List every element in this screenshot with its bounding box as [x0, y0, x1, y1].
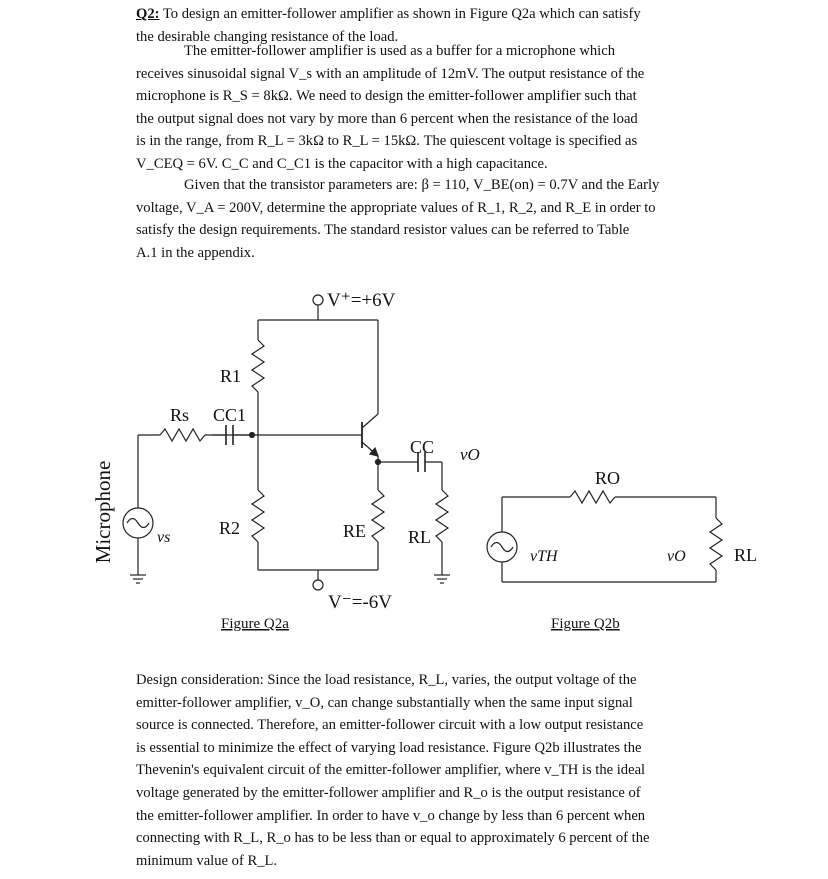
vplus-terminal [313, 295, 323, 305]
figure-q2b-caption: Figure Q2b [551, 616, 620, 632]
figure-q2a-wires [123, 295, 450, 590]
para1-line-4: the output signal does not vary by more than 6 percent when the resistance of the load [136, 110, 638, 127]
problem-line-2: the desirable changing resistance of the load. [136, 28, 399, 45]
microphone-label: Microphone [91, 460, 115, 564]
design-line-4: is essential to minimize the effect of varying load resistance. Figure Q2b illustrates the [136, 739, 642, 756]
para1-line-1: The emitter-follower amplifier is used as a buffer for a microphone which [184, 43, 616, 59]
vth-label: vTH [530, 548, 558, 565]
re-resistor [372, 490, 384, 542]
r1-resistor [252, 340, 264, 392]
rs-label: Rs [170, 405, 190, 425]
rl-resistor [436, 490, 448, 542]
ro-resistor [570, 491, 615, 503]
circuit-figures [0, 280, 828, 640]
para1-line-6: V_CEQ = 6V. C_C and C_C1 is the capacitor with a high capacitance. [136, 155, 548, 172]
para2-line-4: A.1 in the appendix. [136, 244, 255, 261]
vminus-terminal [313, 580, 323, 590]
design-line-3: source is connected. Therefore, an emitter-follower circuit with a low output resistance [136, 717, 644, 734]
ro-label: RO [595, 468, 621, 488]
design-line-5: Thevenin's equivalent circuit of the emitter-follower amplifier, where v_TH is the ideal [136, 762, 646, 779]
design-consideration [136, 669, 692, 872]
design-line-6: voltage generated by the emitter-follower amplifier and R_o is the output resistance of [136, 784, 641, 801]
para1-line-5: is in the range, from R_L = 3kΩ to R_L = 15kΩ. The quiescent voltage is specified as [136, 133, 638, 150]
re-label: RE [343, 521, 367, 541]
cc1-label: CC1 [213, 405, 247, 425]
rs-resistor [160, 429, 205, 441]
vminus-label: V⁻=-6V [328, 592, 393, 613]
rl-label: RL [408, 527, 432, 547]
design-line-8: connecting with R_L, R_o has to be less than or equal to approximately 6 percent of the [136, 830, 650, 847]
vo-b-label: vO [667, 548, 686, 565]
r2-label: R2 [219, 518, 241, 538]
design-line-9: minimum value of R_L. [136, 852, 278, 869]
paragraph-2 [136, 174, 692, 264]
design-line-1: Design consideration: Since the load resistance, R_L, varies, the output voltage of the [136, 672, 637, 688]
rl-load-resistor [710, 518, 722, 570]
vs-label: vs [157, 529, 171, 546]
figure-q2a-caption: Figure Q2a [221, 616, 289, 632]
para1-line-3: microphone is R_S = 8kΩ. We need to design the emitter-follower amplifier such that [136, 88, 637, 105]
para2-line-3: satisfy the design requirements. The standard resistor values can be referred to Table [136, 222, 630, 239]
para1-line-2: receives sinusoidal signal V_s with an amplitude of 12mV. The output resistance of the [136, 65, 645, 82]
r1-label: R1 [220, 366, 242, 386]
cc-label: CC [410, 437, 435, 457]
para2-line-2: voltage, V_A = 200V, determine the appropriate values of R_1, R_2, and R_E in order to [136, 199, 656, 216]
para2-line-1: Given that the transistor parameters are: β = 110, V_BE(on) = 0.7V and the Early [184, 177, 660, 193]
rl-b-label: RL [734, 545, 758, 565]
paragraph-1 [136, 40, 692, 176]
question-label: Q2: [136, 6, 160, 22]
r2-resistor [252, 490, 264, 542]
figure-q2b-wires [487, 491, 722, 582]
design-line-7: the emitter-follower amplifier. In order to have v_o change by less than 6 percent when [136, 807, 646, 824]
design-line-2: emitter-follower amplifier, v_O, can change substantially when the same input signal [136, 694, 633, 711]
vo-label: vO [460, 445, 480, 464]
problem-line-1: To design an emitter-follower amplifier as shown in Figure Q2a which can satisfy [159, 6, 641, 22]
vplus-label: V⁺=+6V [327, 290, 396, 311]
